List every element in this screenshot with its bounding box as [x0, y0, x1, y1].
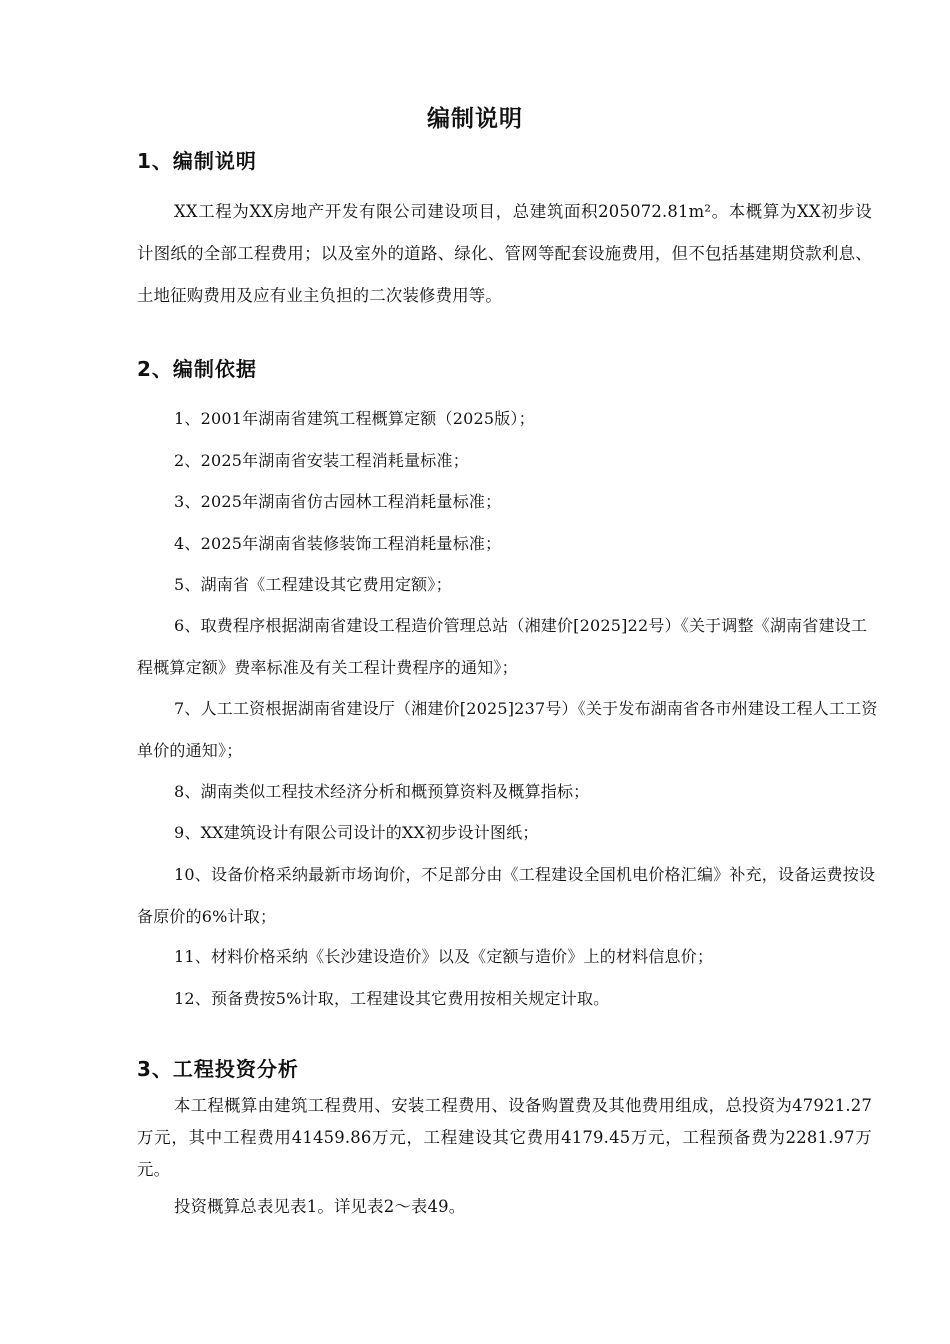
- section-heading-1: 1、编制说明: [137, 149, 257, 173]
- section-3-reference: 投资概算总表见表1。详见表2～表49。: [174, 1197, 466, 1216]
- basis-item-7: 7、人工工资根据湖南省建设厅（湘建价[2025]237号）《关于发布湖南省各市州建设工程人工工资单价的通知》；: [137, 699, 878, 760]
- section-1-paragraph: XX工程为XX房地产开发有限公司建设项目，总建筑面积205072.81m²。本概算为XX初步设计图纸的全部工程费用；以及室外的道路、绿化、管网等配套设施费用，但不包括基建期贷款利息、土地征购费用及应有业主负担的二次装修费用等。: [137, 202, 872, 305]
- basis-item-5: 5、湖南省《工程建设其它费用定额》；: [174, 575, 452, 594]
- basis-item-2: 2、2025年湖南省安装工程消耗量标准；: [174, 451, 469, 470]
- basis-item-1: 1、2001年湖南省建筑工程概算定额（2025版）；: [174, 409, 535, 428]
- section-heading-2: 2、编制依据: [137, 357, 257, 381]
- basis-item-3: 3、2025年湖南省仿古园林工程消耗量标准；: [174, 492, 502, 511]
- basis-item-12: 12、预备费按5%计取，工程建设其它费用按相关规定计取。: [174, 989, 610, 1008]
- basis-item-11: 11、材料价格采纳《长沙建设造价》以及《定额与造价》上的材料信息价；: [174, 947, 714, 966]
- section-3-paragraph: 本工程概算由建筑工程费用、安装工程费用、设备购置费及其他费用组成，总投资为47921.27万元，其中工程费用41459.86万元，工程建设其它费用4179.45万元，工程预备费为2281.97万元。: [137, 1096, 872, 1179]
- basis-item-4: 4、2025年湖南省装修装饰工程消耗量标准；: [174, 534, 502, 553]
- basis-item-8: 8、湖南类似工程技术经济分析和概预算资料及概算指标；: [174, 782, 590, 801]
- document-title: 编制说明: [427, 106, 523, 132]
- section-heading-3: 3、工程投资分析: [137, 1057, 299, 1081]
- basis-item-9: 9、XX建筑设计有限公司设计的XX初步设计图纸；: [174, 823, 539, 842]
- basis-item-6: 6、取费程序根据湖南省建设工程造价管理总站（湘建价[2025]22号）《关于调整《湖南省建设工程概算定额》费率标准及有关工程计费程序的通知》；: [137, 616, 868, 677]
- basis-item-10: 10、设备价格采纳最新市场询价，不足部分由《工程建设全国机电价格汇编》补充，设备运费按设备原价的6%计取；: [137, 865, 876, 926]
